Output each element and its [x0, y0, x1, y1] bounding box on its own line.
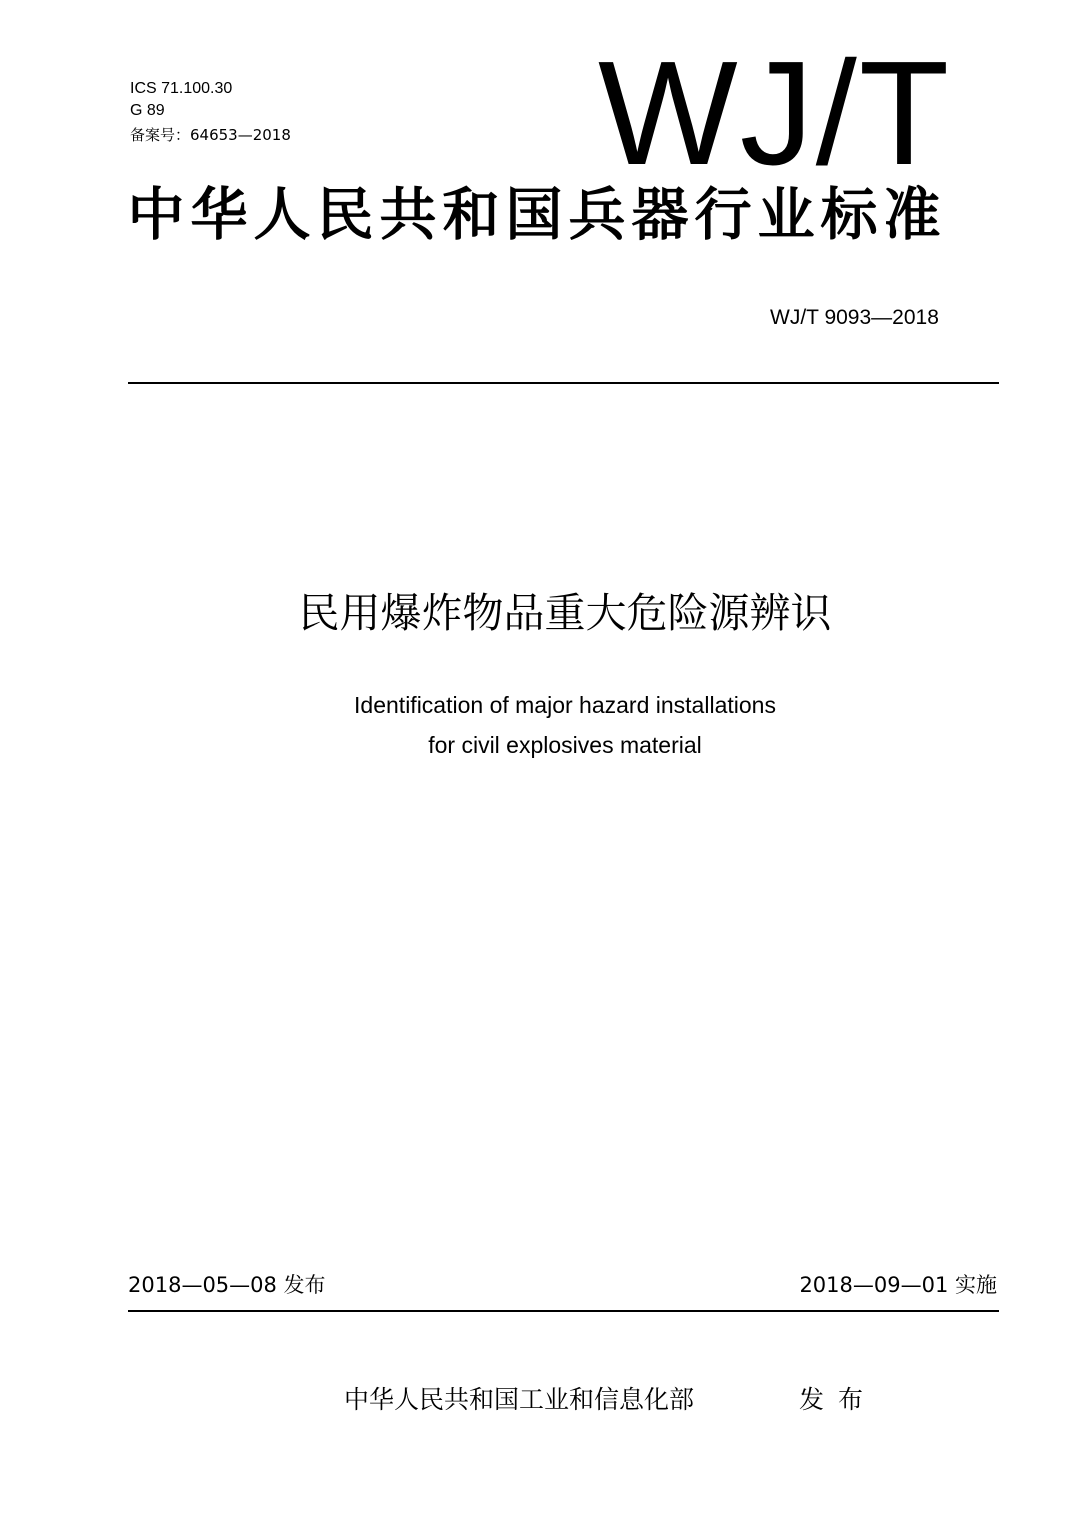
top-divider [128, 382, 999, 384]
standard-category-title: 中华人民共和国兵器行业标准 [127, 182, 947, 248]
standard-number: WJ/T 9093—2018 [770, 306, 939, 329]
english-title-line-2: for civil explosives material [428, 732, 702, 758]
chinese-title: 民用爆炸物品重大危险源辨识 [298, 589, 832, 637]
publisher-name: 中华人民共和国工业和信息化部 [344, 1385, 695, 1414]
english-title-line-1: Identification of major hazard installations [354, 692, 776, 718]
ics-classification: ICS 71.100.30 [130, 80, 233, 97]
bottom-divider [128, 1310, 999, 1312]
ccs-classification: G 89 [130, 102, 165, 119]
filing-number: 备案号：64653—2018 [130, 126, 291, 144]
issue-date: 2018—05—08 发布 [128, 1273, 326, 1297]
standard-code-mark: WJ/T [598, 31, 952, 196]
publish-label: 发布 [799, 1385, 878, 1414]
effective-date: 2018—09—01 实施 [799, 1273, 997, 1297]
